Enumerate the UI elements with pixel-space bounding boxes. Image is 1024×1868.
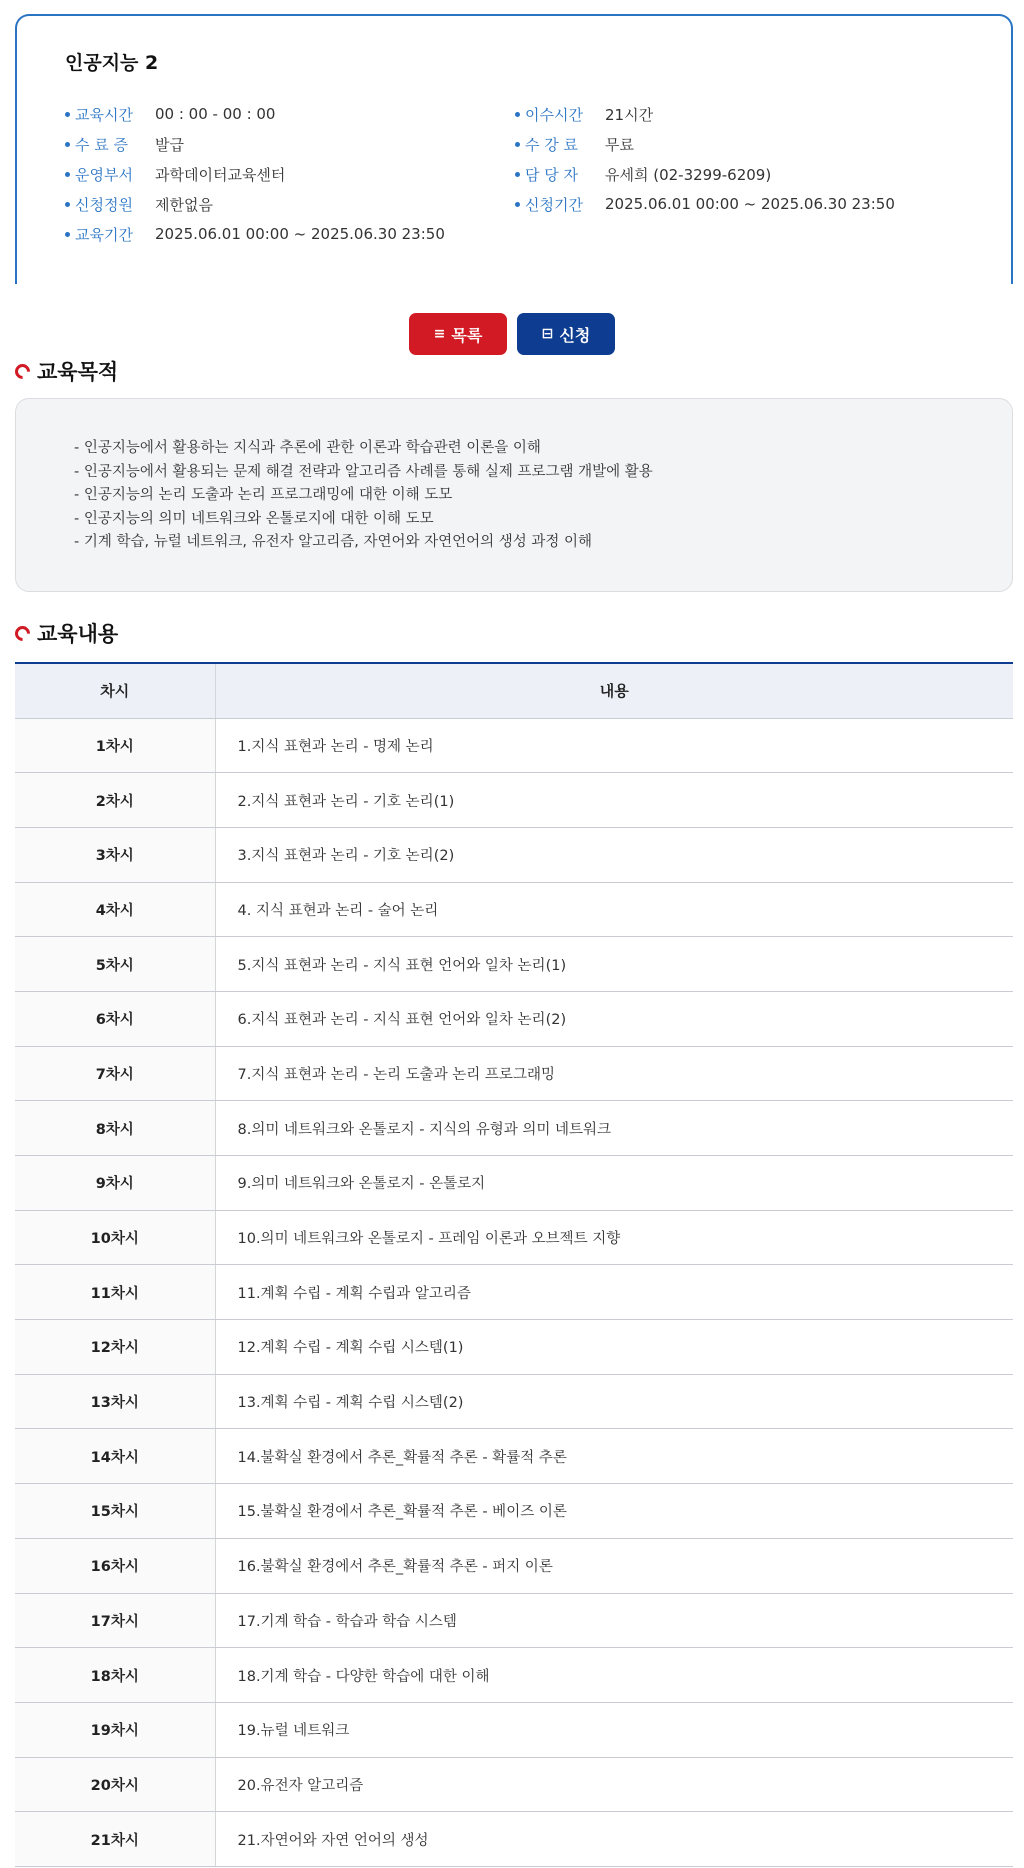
session-number: 17차시: [15, 1593, 215, 1648]
session-number: 2차시: [15, 773, 215, 828]
table-row: [15, 1156, 1013, 1211]
session-number: 16차시: [15, 1538, 215, 1593]
session-content: 15.불확실 환경에서 추론_확률적 추론 - 베이즈 이론: [215, 1484, 1013, 1539]
session-number: 13차시: [15, 1374, 215, 1429]
session-number: 3차시: [15, 827, 215, 882]
circle-arrow-icon: [12, 622, 33, 643]
curriculum-table: [15, 662, 1013, 1867]
table-row: [15, 1101, 1013, 1156]
info-label: 신청기간: [515, 194, 605, 215]
apply-button[interactable]: [517, 313, 615, 355]
purpose-line: - 인공지능에서 활용하는 지식과 추론에 관한 이론과 학습관련 이론을 이해: [74, 440, 541, 456]
info-value: 유세희 (02-3299-6209): [605, 165, 772, 184]
session-number: 7차시: [15, 1046, 215, 1101]
info-value: 제한없음: [155, 195, 213, 214]
action-buttons: [0, 313, 1024, 355]
purpose-heading: [15, 356, 118, 386]
purpose-line: - 기계 학습, 뉴럴 네트워크, 유전자 알고리즘, 자연어와 자연언어의 생성 과정 이해: [74, 534, 592, 550]
course-info-panel: [15, 14, 1013, 284]
session-content: 9.의미 네트워크와 온톨로지 - 온톨로지: [215, 1156, 1013, 1211]
info-row-completion-hours: [515, 99, 965, 129]
session-content: 1.지식 표현과 논리 - 명제 논리: [215, 718, 1013, 773]
session-number: 8차시: [15, 1101, 215, 1156]
session-content: 12.계획 수립 - 계획 수립 시스템(1): [215, 1320, 1013, 1375]
info-row-education-period: [65, 219, 515, 249]
info-value: 2025.06.01 00:00 ~ 2025.06.30 23:50: [155, 225, 445, 243]
session-content: 7.지식 표현과 논리 - 논리 도출과 논리 프로그래밍: [215, 1046, 1013, 1101]
session-content: 3.지식 표현과 논리 - 기호 논리(2): [215, 827, 1013, 882]
column-header-session: 차시: [15, 663, 215, 718]
info-label: 수 강 료: [515, 134, 605, 155]
table-row: [15, 937, 1013, 992]
table-row: [15, 882, 1013, 937]
session-content: 21.자연어와 자연 언어의 생성: [215, 1812, 1013, 1867]
info-label: 이수시간: [515, 104, 605, 125]
session-content: 11.계획 수립 - 계획 수립과 알고리즘: [215, 1265, 1013, 1320]
session-content: 19.뉴럴 네트워크: [215, 1702, 1013, 1757]
info-value: 과학데이터교육센터: [155, 165, 286, 184]
info-label: 교육기간: [65, 224, 155, 245]
session-number: 15차시: [15, 1484, 215, 1539]
info-row-edu-time: [65, 99, 515, 129]
session-number: 6차시: [15, 991, 215, 1046]
session-number: 1차시: [15, 718, 215, 773]
table-row: [15, 1757, 1013, 1812]
apply-icon: ⊟: [541, 326, 554, 342]
info-value: 무료: [605, 135, 634, 154]
table-row: [15, 1538, 1013, 1593]
session-content: 8.의미 네트워크와 온톨로지 - 지식의 유형과 의미 네트워크: [215, 1101, 1013, 1156]
info-value: 00 : 00 - 00 : 00: [155, 105, 276, 123]
info-value: 2025.06.01 00:00 ~ 2025.06.30 23:50: [605, 195, 895, 213]
session-content: 20.유전자 알고리즘: [215, 1757, 1013, 1812]
content-heading-text: 교육내용: [37, 622, 119, 646]
session-content: 16.불확실 환경에서 추론_확률적 추론 - 퍼지 이론: [215, 1538, 1013, 1593]
table-row: [15, 1812, 1013, 1867]
apply-button-label: 신청: [559, 325, 591, 345]
session-number: 19차시: [15, 1702, 215, 1757]
session-number: 11차시: [15, 1265, 215, 1320]
session-number: 21차시: [15, 1812, 215, 1867]
table-row: [15, 1702, 1013, 1757]
session-number: 18차시: [15, 1648, 215, 1703]
info-row-certificate: [65, 129, 515, 159]
session-number: 4차시: [15, 882, 215, 937]
table-row: [15, 1210, 1013, 1265]
table-row: [15, 718, 1013, 773]
session-content: 18.기계 학습 - 다양한 학습에 대한 이해: [215, 1648, 1013, 1703]
table-row: [15, 773, 1013, 828]
table-row: [15, 1648, 1013, 1703]
course-title: 인공지능 2: [65, 52, 159, 74]
info-row-department: [65, 159, 515, 189]
purpose-heading-text: 교육목적: [37, 360, 119, 384]
info-row-manager: [515, 159, 965, 189]
table-row: [15, 827, 1013, 882]
column-header-content: 내용: [215, 663, 1013, 718]
session-content: 6.지식 표현과 논리 - 지식 표현 언어와 일차 논리(2): [215, 991, 1013, 1046]
session-content: 17.기계 학습 - 학습과 학습 시스템: [215, 1593, 1013, 1648]
table-row: [15, 1374, 1013, 1429]
table-row: [15, 1320, 1013, 1375]
course-info-grid: [65, 99, 963, 249]
table-row: [15, 1429, 1013, 1484]
info-value: 21시간: [605, 105, 654, 124]
info-label: 교육시간: [65, 104, 155, 125]
session-number: 12차시: [15, 1320, 215, 1375]
info-row-capacity: [65, 189, 515, 219]
table-row: [15, 1593, 1013, 1648]
info-row-fee: [515, 129, 965, 159]
session-content: 2.지식 표현과 논리 - 기호 논리(1): [215, 773, 1013, 828]
session-number: 14차시: [15, 1429, 215, 1484]
session-content: 4. 지식 표현과 논리 - 술어 논리: [215, 882, 1013, 937]
list-icon: ≡: [433, 326, 446, 342]
info-label: 신청정원: [65, 194, 155, 215]
session-number: 10차시: [15, 1210, 215, 1265]
table-row: [15, 1484, 1013, 1539]
session-content: 14.불확실 환경에서 추론_확률적 추론 - 확률적 추론: [215, 1429, 1013, 1484]
info-value: 발급: [155, 135, 184, 154]
session-number: 20차시: [15, 1757, 215, 1812]
info-label: 수 료 증: [65, 134, 155, 155]
list-button[interactable]: [409, 313, 507, 355]
session-content: 5.지식 표현과 논리 - 지식 표현 언어와 일차 논리(1): [215, 937, 1013, 992]
session-content: 13.계획 수립 - 계획 수립 시스템(2): [215, 1374, 1013, 1429]
purpose-line: - 인공지능의 논리 도출과 논리 프로그래밍에 대한 이해 도모: [74, 487, 453, 503]
content-heading: [15, 618, 118, 648]
info-label: 운영부서: [65, 164, 155, 185]
table-row: [15, 1265, 1013, 1320]
purpose-line: - 인공지능에서 활용되는 문제 해결 전략과 알고리즘 사례를 통해 실제 프로그램 개발에 활용: [74, 463, 653, 480]
list-button-label: 목록: [451, 325, 483, 345]
session-number: 5차시: [15, 937, 215, 992]
purpose-line: - 인공지능의 의미 네트워크와 온톨로지에 대한 이해 도모: [74, 510, 434, 527]
session-number: 9차시: [15, 1156, 215, 1211]
purpose-box: [15, 398, 1013, 592]
info-row-application-period: [515, 189, 965, 219]
table-header-row: [15, 663, 1013, 718]
session-content: 10.의미 네트워크와 온톨로지 - 프레임 이론과 오브젝트 지향: [215, 1210, 1013, 1265]
circle-arrow-icon: [12, 360, 33, 381]
table-row: [15, 991, 1013, 1046]
table-row: [15, 1046, 1013, 1101]
info-label: 담 당 자: [515, 164, 605, 185]
